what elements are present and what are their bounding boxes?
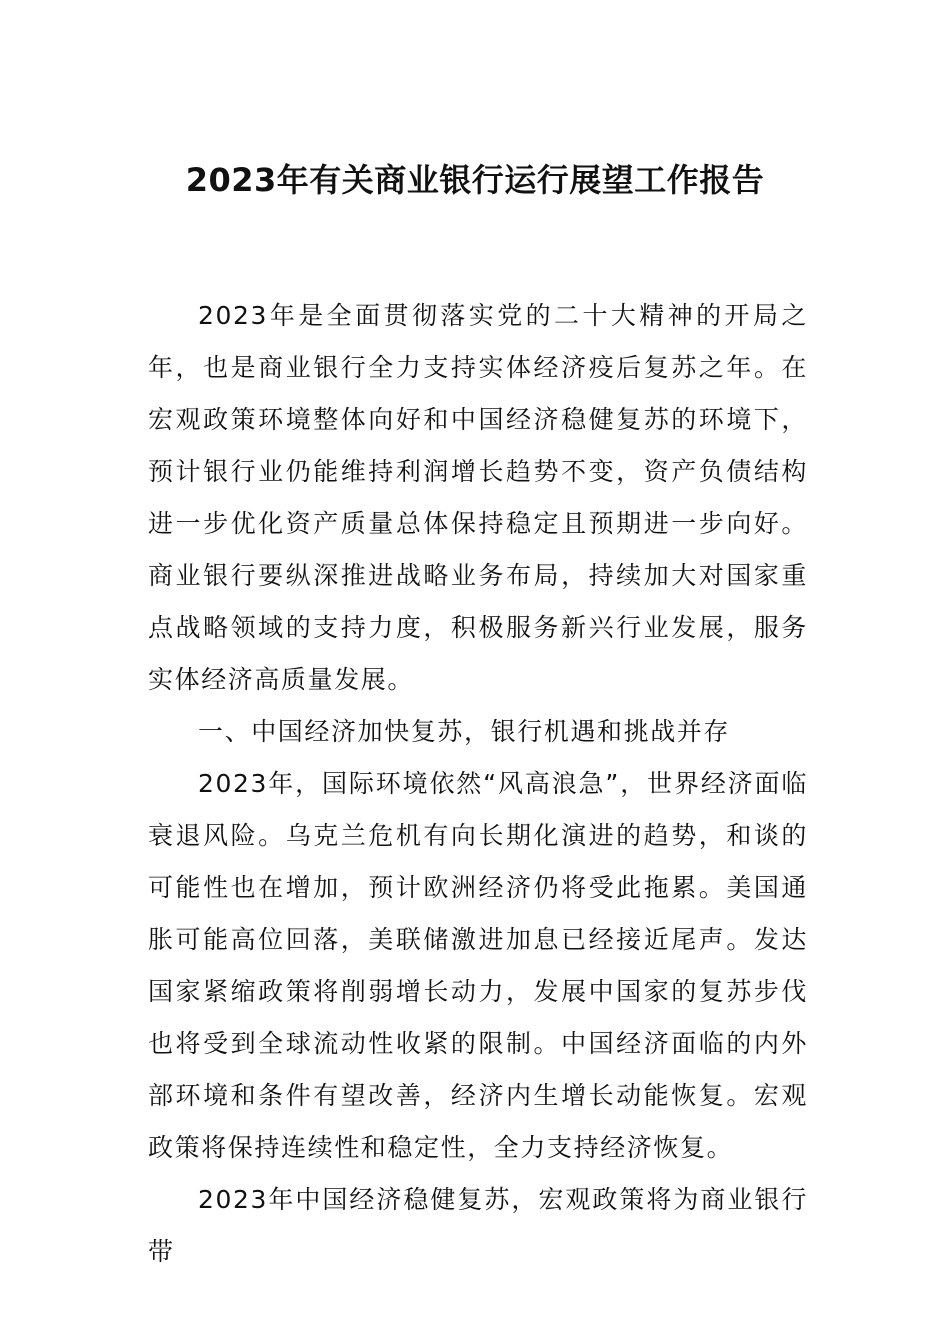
document-title: 2023年有关商业银行运行展望工作报告 [185,161,765,199]
paragraph-international-environment: 2023年，国际环境依然“风高浪急”，世界经济面临衰退风险。乌克兰危机有向长期化演进的趋势，和谈的可能性也在增加，预计欧洲经济仍将受此拖累。美国通胀可能高位回落，美联储激进加息已经接近尾声。发达国家紧缩政策将削弱增长动力，发展中国家的复苏步伐也将受到全球流动性收紧的限制。中国经济面临的内外部环境和条件有望改善，经济内生增长动能恢复。宏观政策将保持连续性和稳定性，全力支持经济恢复。 [148,769,808,1162]
paragraph-intro: 2023年是全面贯彻落实党的二十大精神的开局之年，也是商业银行全力支持实体经济疫后复苏之年。在宏观政策环境整体向好和中国经济稳健复苏的环境下，预计银行业仍能维持利润增长趋势不变，资产负债结构进一步优化资产质量总体保持稳定且预期进一步向好。商业银行要纵深推进战略业务布局，持续加大对国家重点战略领域的支持力度，积极服务新兴行业发展，服务实体经济高质量发展。 [148,301,808,694]
section-heading: 一、中国经济加快复苏，银行机遇和挑战并存 [198,717,731,746]
paragraph-china-recovery: 2023年中国经济稳健复苏，宏观政策将为商业银行带 [148,1185,808,1266]
document-body [148,290,808,1278]
